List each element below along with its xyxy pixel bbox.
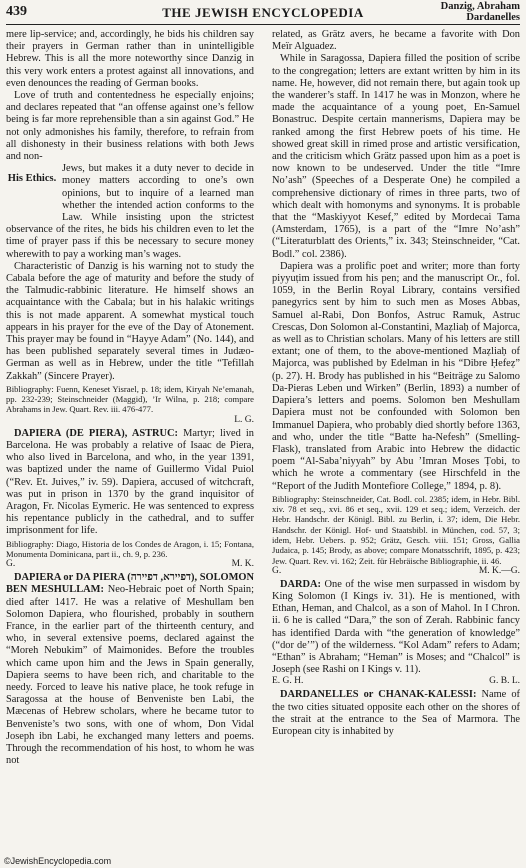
running-head bbox=[441, 2, 520, 23]
running-title: THE JEWISH ENCYCLOPEDIA bbox=[162, 5, 364, 20]
paragraph: Love of truth and contentedness he especially enjoins; and declares repeated that “an offense against one’s fellow being is far more reprehensible than a sin against God.” He not only admonishes his family, therefore, to refrain from all dishonesty in their business relations with both Jews and non- bbox=[6, 90, 254, 163]
signature-left: G. bbox=[6, 559, 16, 570]
bibliography: Bibliography: Steinschneider, Cat. Bodl. col. 2385; idem, in Hebr. Bibl. xiv. 78 et seq., xvi. 86 et seq., xvii. 129 et seq.; idem, Verzeich. der Hebr. Handschr. der Königl. Bibl. zu Berlin, i. 37; idem, Die Hebr. Handschr. der Königl. Hof- und Staatsbibl. in München, cod. 57, 3; idem, Hebr. Uebers. p. 952; Grätz, Gesch. viii. 151; Gross, Gallia Judaica, p. 145; Brody, as above; compare Monatsschrift, 1895, p. 423; Jew. Quart. Rev. vi. 162; Zeit. für Hebräische Bibliographie, ii. 46. bbox=[272, 493, 520, 566]
paragraph: related, as Grätz avers, he became a favorite with Don Meïr Alguadez. bbox=[272, 29, 520, 53]
signature-left: G. bbox=[272, 565, 282, 576]
entry-dapiera-solomon bbox=[6, 572, 254, 767]
signature-right: M. K.—G. bbox=[478, 565, 520, 576]
signature-right: M. K. bbox=[231, 559, 254, 570]
entry-text: One of the wise men surpassed in wisdom by King Solomon (I Kings iv. 31). He is mentioned, with Ethan, Heman, and Chalcol, as a son of Mahol. In I Chron. ii. 6 he is called “Dara,” the son of Zerah. Rabbinic fancy has identified Darda with “the generation of knowledge” (“dor de’”) of the wilderness. “Kol Adam” refers to Adam; “Ethan” is Abraham; “Heman” is Moses; and “Chalcol” is Joseph (see Rashi on I Kings v. 11). bbox=[272, 578, 520, 676]
side-note-ethics: His Ethics. bbox=[7, 173, 57, 185]
signature-right: G. B. L. bbox=[489, 676, 520, 687]
entry-dardanelles bbox=[272, 689, 520, 738]
paragraph: Jews, but makes it a duty never to decide in money matters according to one’s own opinions, but to inquire of a learned man whether the intended action conforms to the Law. While insisting upon the strictest observance of the rites, he bids his children even to let the time of prayer pass if this be necessary to secure money wherewith to pay a working man’s wages. bbox=[6, 163, 254, 260]
entry-text: Neo-Hebraic poet of North Spain; died after 1417. He was a relative of Meshullam ben Solomon Dapiera, who flourished, probably in southern France, in the earlier part of the thirteenth century, and who, in several extensive poems, declared against the “Moreh Nebukim” of Maimonides. Before the troubles which came upon him and the Jews in Spain generally, Dapiera seems to have been rich, and charitable to the needy. Forced to leave his native place, he took refuge in Saragossa at the house of Benveniste ben Labi, the Mæcenas of Hebrew scholars, where he became tutor to Benveniste’s two sons, with one of whom, Don Vidal Joseph ibn Labi, he exchanged many letters and poems. Through the recommendation of his host, to whom he was not bbox=[6, 584, 254, 767]
paragraph: mere lip-service; and, accordingly, he bids his children say their prayers in German rather than in unintelligible Hebrew. This is all the more noteworthy since Danzig in this very work enters a protest against all innovations, and even denounces the reading of German books. bbox=[6, 29, 254, 89]
entry-text: Martyr; lived in Barcelona. He was probably a relative of Isaac de Piera, who also lived in Barcelona, and who, in the year 1391, was baptized under the name of Guillermo Vidal Puiol (“Rev. Et. Juives,” iv. 59). Dapiera, accused of witchcraft, was put in prison in 1370 by the grand inquisitor of Aragon, Fr. Nicolas Eymeric. He was sentenced to express his repentance publicly in the cathedral, and to suffer imprisonment for life. bbox=[6, 427, 254, 537]
entry-heading: DARDANELLES or CHANAK-KALESSI: bbox=[280, 689, 477, 701]
left-column bbox=[6, 29, 254, 855]
bibliography: Bibliography: Diago, Historia de los Condes de Aragon, i. 15; Fontana, Monumenta Dominicana, part ii., ch. 9, p. 236. bbox=[6, 538, 254, 559]
entry-dapiera-astruc bbox=[6, 428, 254, 538]
running-head-last: Dardanelles bbox=[466, 11, 520, 23]
author-signature: L. G. bbox=[234, 414, 254, 425]
paragraph: While in Saragossa, Dapiera filled the position of scribe to the congregation; letters are extant written by him in its name. He, however, did not remain there, but again took up the wanderer’s staff. In 1417 he was in Monzon, where he made the acquaintance of a young poet, En-Samuel Bonastruc. Despite certain mannerisms, Dapiera may be ranked among the first Hebrew poets of his time. He showed great skill in rimed prose and artistic versification, and the criticism which Grätz passed upon him as a poet is now known to be undeserved. Under the title “Imre No’ash” (Speeches of a Desperate One) he compiled a comprehensive dictionary of rimes in three parts, two of which dealt with homonyms and synonyms. It is probable that the “Maskiyyot Kesef,” edited by Mordecai Tama (Amsterdam, 1765), is a part of the “Imre No’ash” (“Literaturblatt des Orients,” ix. 343; Steinschneider, “Cat. Bodl.” col. 2386). bbox=[272, 53, 520, 260]
entry-heading: DARDA: bbox=[280, 578, 321, 590]
bibliography: Bibliography: Fuenn, Keneset Yisrael, p. 18; idem, Kiryah Ne’emanah, pp. 232-239; Steinschneider (Maggid), ’Ir Wilna, p. 218; compare Abrahams in Jew. Quart. Rev. iii. 476-477. bbox=[6, 383, 254, 415]
paragraph: Characteristic of Danzig is his warning not to study the Cabala before the age of maturity and before the study of the Talmudic-rabbinic literature. He himself shows an acquaintance with the Cabala; but in his halakic writings this is not made apparent. A somewhat mystical touch appears in his prayer for the eve of the Day of Atonement. This prayer may be found in “Hayye Adam” (No. 144), and has been published separately several times in Judæo-German as well as in Hebrew, under the title “Tefillah Zakkah” (Sincere Prayer). bbox=[6, 260, 254, 382]
entry-heading: DAPIERA (DE PIERA), ASTRUC: bbox=[14, 427, 179, 439]
entry-heading: DAPIERA or DA PIERA (דפיירא, דפיירה), SOLOMON BEN MESHULLAM: bbox=[6, 572, 254, 596]
author-signature bbox=[6, 559, 254, 570]
page-number: 439 bbox=[6, 4, 27, 19]
page-header bbox=[6, 2, 520, 25]
signature-left: E. G. H. bbox=[272, 676, 304, 687]
running-head-first: Danzig, Abraham bbox=[440, 1, 520, 12]
author-signature bbox=[272, 566, 520, 577]
entry-darda bbox=[272, 579, 520, 677]
author-signature bbox=[272, 676, 520, 687]
copyright-link[interactable]: ©JewishEncyclopedia.com bbox=[4, 856, 112, 866]
entry-text: Name of the two cities situated opposite each other on the shores of the strait at the entrance to the Sea of Marmora. The European city is inhabited by bbox=[272, 689, 520, 738]
right-column bbox=[272, 29, 520, 855]
paragraph: Dapiera was a prolific poet and writer; more than forty piyyuṭim issued from his pen; and the manuscript Or., fol. 1059, in the Berlin Royal Library, contains versified panegyrics sent by him to such men as Moses Abbas, Samuel al-Rabi, Don Bonfos, Astruc Ramuk, Astruc Crescas, Don Solomon al-Constantini, Maẓliaḥ of Majorca, as well as to Christian scholars. Many of his letters are still extant; one of them, to the above-mentioned Maẓliaḥ of Majorca, was published by Edelman in his “Dibre Ḥefeẓ” (p. 27). H. Brody has published in his “Beiträge zu Salomo Da-Pieras Leben und Wirken” (Berlin, 1893) a number of Dapiera’s letters and poems. Solomon ben Meshullam Dapiera must not be confounded with Solomon ben Immanuel Dapiera, who probably died shortly before 1363, and who, under the title “Batte ha-Nefesh” (Smelling-Flask), translated from Arabic into Hebrew the didactic poem “Al-Saba’niyyah” by Abu ’Imran Moses Ṭobi, to which he wrote a commentary (see Hirschfeld in the “Report of the Judith Montefiore College,” 1894, p. 8). bbox=[272, 260, 520, 492]
